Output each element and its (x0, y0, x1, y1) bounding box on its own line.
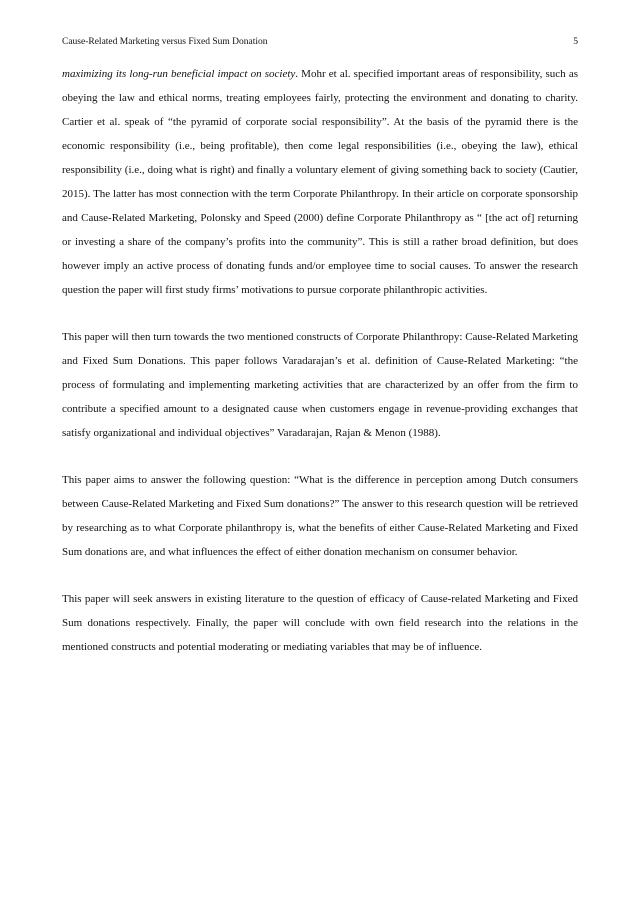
running-header (62, 36, 578, 48)
paragraph-1 (62, 62, 578, 302)
body-text (62, 62, 578, 682)
paragraph-2: This paper will then turn towards the two mentioned constructs of Corporate Philanthropy: Cause-Related Marketing and Fixed Sum Donations. This paper follows Varadarajan’s et al. definition of Cause-Related Marketing: “the process of formulating and implementing marketing activities that are characterized by an offer from the firm to contribute a specified amount to a designated cause when customers engage in revenue-providing exchanges that satisfy organizational and individual objectives” Varadarajan, Rajan & Menon (1988). (62, 331, 578, 439)
paragraph-4: This paper will seek answers in existing literature to the question of efficacy of Cause-related Marketing and Fixed Sum donations respectively. Finally, the paper will conclude with own field research into the relations in the mentioned constructs and potential moderating or mediating variables that may be of influence. (62, 593, 578, 653)
paragraph-3: This paper aims to answer the following question: “What is the difference in perception among Dutch consumers between Cause-Related Marketing and Fixed Sum donations?” The answer to this research question will be retrieved by researching as to what Corporate philanthropy is, what the benefits of either Cause-Related Marketing and Fixed Sum donations are, and what influences the effect of either donation mechanism on consumer behavior. (62, 474, 578, 558)
italic-phrase: maximizing its long-run beneficial impact on society (62, 68, 296, 80)
page-number: 5 (573, 37, 578, 47)
running-title: Cause-Related Marketing versus Fixed Sum Donation (62, 37, 268, 47)
paragraph-1-text: . Mohr et al. specified important areas of responsibility, such as obeying the law and ethical norms, treating employees fairly, protecting the environment and donating to charity. Cartier et al. speak of “the pyramid of corporate social responsibility”. At the basis of the pyramid there is the economic responsibility (i.e., being profitable), then come legal responsibilities (i.e., obeying the law), ethical responsibility (i.e., doing what is right) and finally a voluntary element of giving something back to society (Cautier, 2015). The latter has most connection with the term Corporate Philanthropy. In their article on corporate sponsorship and Cause-Related Marketing, Polonsky and Speed (2000) define Corporate Philanthropy as “ [the act of] returning or investing a share of the company’s profits into the community”. This is still a rather broad definition, but does however imply an active process of donating funds and/or employee time to social causes. To answer the research question the paper will first study firms’ motivations to pursue corporate philanthropic activities. (62, 68, 578, 296)
